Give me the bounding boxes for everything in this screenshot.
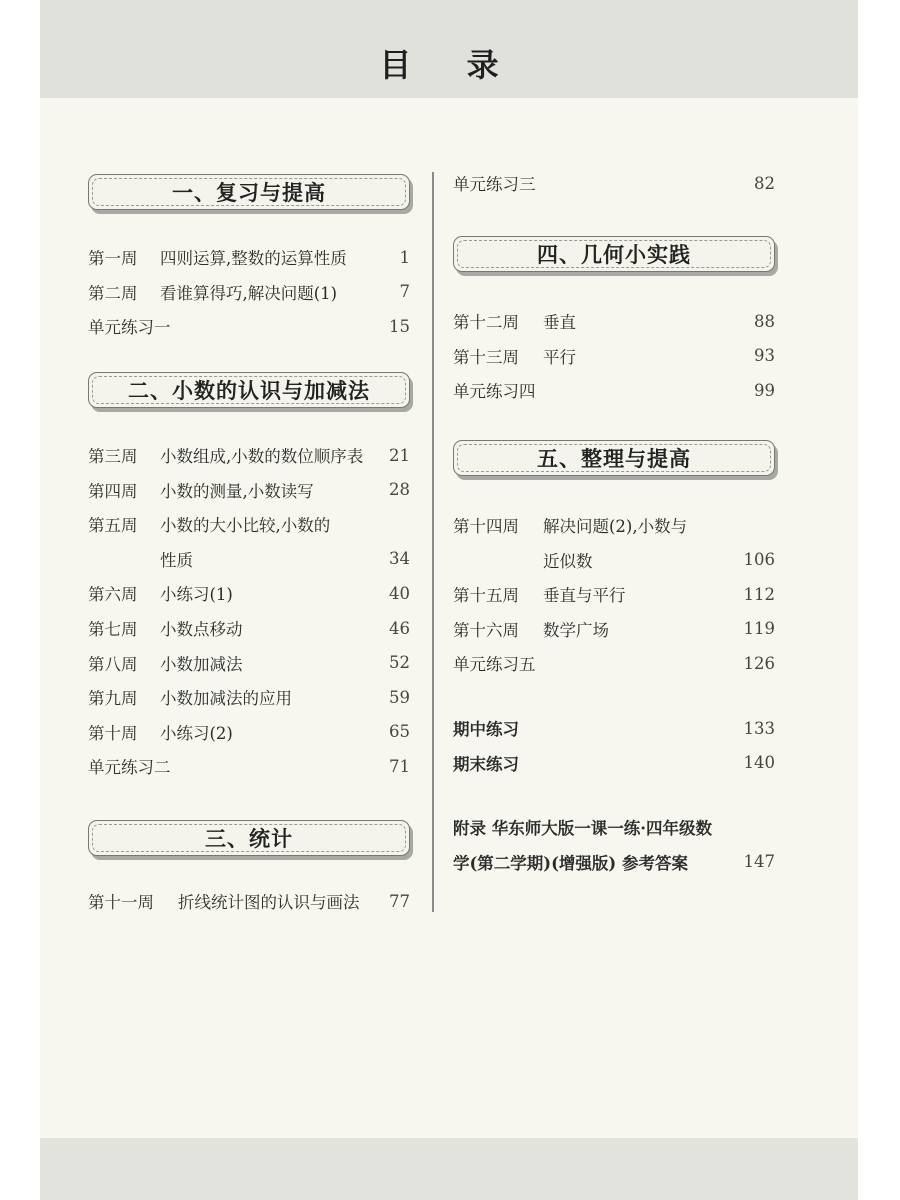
entry-title: 小数加减法的应用 xyxy=(160,689,292,709)
toc-row[interactable] xyxy=(88,507,410,542)
page-number: 126 xyxy=(743,653,775,673)
toc-row-unit[interactable] xyxy=(88,309,410,344)
entry-title: 小练习(1) xyxy=(160,585,233,605)
page-number: 59 xyxy=(389,687,410,707)
entry-title: 小数组成,小数的数位顺序表 xyxy=(160,447,364,467)
toc-row-unit[interactable] xyxy=(453,646,775,681)
page-number: 46 xyxy=(389,618,410,638)
page-number: 133 xyxy=(743,718,775,738)
section-heading-1 xyxy=(88,174,410,210)
section-heading-4 xyxy=(453,236,775,272)
toc-row[interactable] xyxy=(453,304,775,339)
week-label: 第七周 xyxy=(88,620,138,640)
left-column xyxy=(88,170,410,918)
section-heading-text: 四、几何小实践 xyxy=(537,242,691,267)
toc-row[interactable] xyxy=(88,472,410,507)
page-number: 71 xyxy=(389,756,410,776)
footer-band xyxy=(40,1138,858,1200)
entry-title: 小数的测量,小数读写 xyxy=(160,481,314,501)
page-number: 7 xyxy=(399,282,410,302)
entry-title: 四则运算,整数的运算性质 xyxy=(160,249,347,269)
section-heading-text: 一、复习与提高 xyxy=(172,180,326,205)
toc-row[interactable] xyxy=(453,577,775,612)
toc-row[interactable] xyxy=(453,612,775,647)
week-label: 第十三周 xyxy=(453,347,519,367)
page-number: 1 xyxy=(399,247,410,267)
entry-title: 垂直与平行 xyxy=(543,586,626,606)
appendix-line-2: 学(第二学期)(增强版) 参考答案 xyxy=(453,853,688,873)
page-number: 28 xyxy=(389,480,410,500)
toc-row-appendix-cont[interactable] xyxy=(453,845,775,880)
entry-title: 性质 xyxy=(160,550,193,570)
toc-row[interactable] xyxy=(88,240,410,275)
entry-title: 单元练习三 xyxy=(453,175,536,194)
toc-row-midterm[interactable] xyxy=(453,711,775,746)
toc-row-continuation[interactable] xyxy=(88,542,410,577)
toc-row-continuation[interactable] xyxy=(453,542,775,577)
week-label: 第九周 xyxy=(88,689,138,709)
week-label: 第六周 xyxy=(88,585,138,605)
week-label: 第十六周 xyxy=(453,620,519,640)
toc-row[interactable] xyxy=(88,884,410,919)
appendix-line-1: 附录 华东师大版一课一练·四年级数 xyxy=(453,819,712,839)
page-number: 99 xyxy=(754,380,775,400)
entry-title: 小数点移动 xyxy=(160,620,243,640)
toc-row-unit[interactable] xyxy=(88,749,410,784)
toc-row[interactable] xyxy=(88,576,410,611)
toc-row[interactable] xyxy=(88,275,410,310)
page-number: 77 xyxy=(389,891,410,911)
page-number: 106 xyxy=(743,550,775,570)
toc-row[interactable] xyxy=(88,715,410,750)
page-number: 147 xyxy=(743,852,775,872)
entry-title: 期中练习 xyxy=(453,720,519,740)
week-label: 第一周 xyxy=(88,249,138,269)
week-label: 第十二周 xyxy=(453,313,519,333)
column-divider xyxy=(432,172,434,912)
entry-title: 折线统计图的认识与画法 xyxy=(178,893,360,913)
week-label: 第八周 xyxy=(88,654,138,674)
toc-row[interactable] xyxy=(453,508,775,543)
week-label: 第十五周 xyxy=(453,586,519,606)
page-number: 112 xyxy=(743,584,775,604)
week-label: 第十一周 xyxy=(88,893,154,913)
page-number: 93 xyxy=(754,346,775,366)
entry-title: 平行 xyxy=(543,347,576,367)
entry-title: 小数加减法 xyxy=(160,654,243,674)
entry-title: 数学广场 xyxy=(543,620,609,640)
entry-title: 单元练习五 xyxy=(453,655,536,675)
right-column xyxy=(453,170,775,879)
week-label: 第五周 xyxy=(88,516,138,536)
toc-row[interactable] xyxy=(453,339,775,374)
page-number: 40 xyxy=(389,583,410,603)
section-heading-text: 三、统计 xyxy=(205,825,293,851)
entry-title: 解决问题(2),小数与 xyxy=(543,517,688,537)
week-label: 第三周 xyxy=(88,447,138,467)
entry-title: 垂直 xyxy=(543,313,576,333)
week-label: 第十四周 xyxy=(453,517,519,537)
toc-row-unit[interactable] xyxy=(453,170,775,196)
entry-title: 单元练习四 xyxy=(453,382,536,402)
page-number: 15 xyxy=(389,316,410,336)
section-heading-2 xyxy=(88,372,410,408)
section-heading-3 xyxy=(88,820,410,856)
entry-title: 看谁算得巧,解决问题(1) xyxy=(160,283,338,303)
page-number: 119 xyxy=(743,619,775,639)
page-number: 65 xyxy=(389,722,410,742)
page-number: 21 xyxy=(389,445,410,465)
toc-row[interactable] xyxy=(88,645,410,680)
entry-title: 小数的大小比较,小数的 xyxy=(160,516,331,536)
entry-title: 单元练习二 xyxy=(88,758,171,778)
page-number: 88 xyxy=(754,311,775,331)
entry-title: 期末练习 xyxy=(453,754,519,774)
toc-row-unit[interactable] xyxy=(453,373,775,408)
page-title: 目 录 xyxy=(379,46,521,84)
week-label: 第二周 xyxy=(88,283,138,303)
section-heading-text: 五、整理与提高 xyxy=(537,445,691,471)
page-number: 34 xyxy=(389,549,410,569)
toc-row-final[interactable] xyxy=(453,745,775,780)
section-heading-5 xyxy=(453,440,775,476)
entry-title: 单元练习一 xyxy=(88,318,171,338)
entry-title: 近似数 xyxy=(543,551,593,571)
toc-row[interactable] xyxy=(88,680,410,715)
toc-row[interactable] xyxy=(88,438,410,473)
week-label: 第四周 xyxy=(88,481,138,501)
toc-row-appendix[interactable] xyxy=(453,810,775,845)
week-label: 第十周 xyxy=(88,723,138,743)
toc-row[interactable] xyxy=(88,611,410,646)
page-number: 82 xyxy=(754,173,775,193)
entry-title: 小练习(2) xyxy=(160,723,233,743)
page-number: 52 xyxy=(389,653,410,673)
section-heading-text: 二、小数的认识与加减法 xyxy=(128,377,370,403)
page-number: 140 xyxy=(743,753,775,773)
